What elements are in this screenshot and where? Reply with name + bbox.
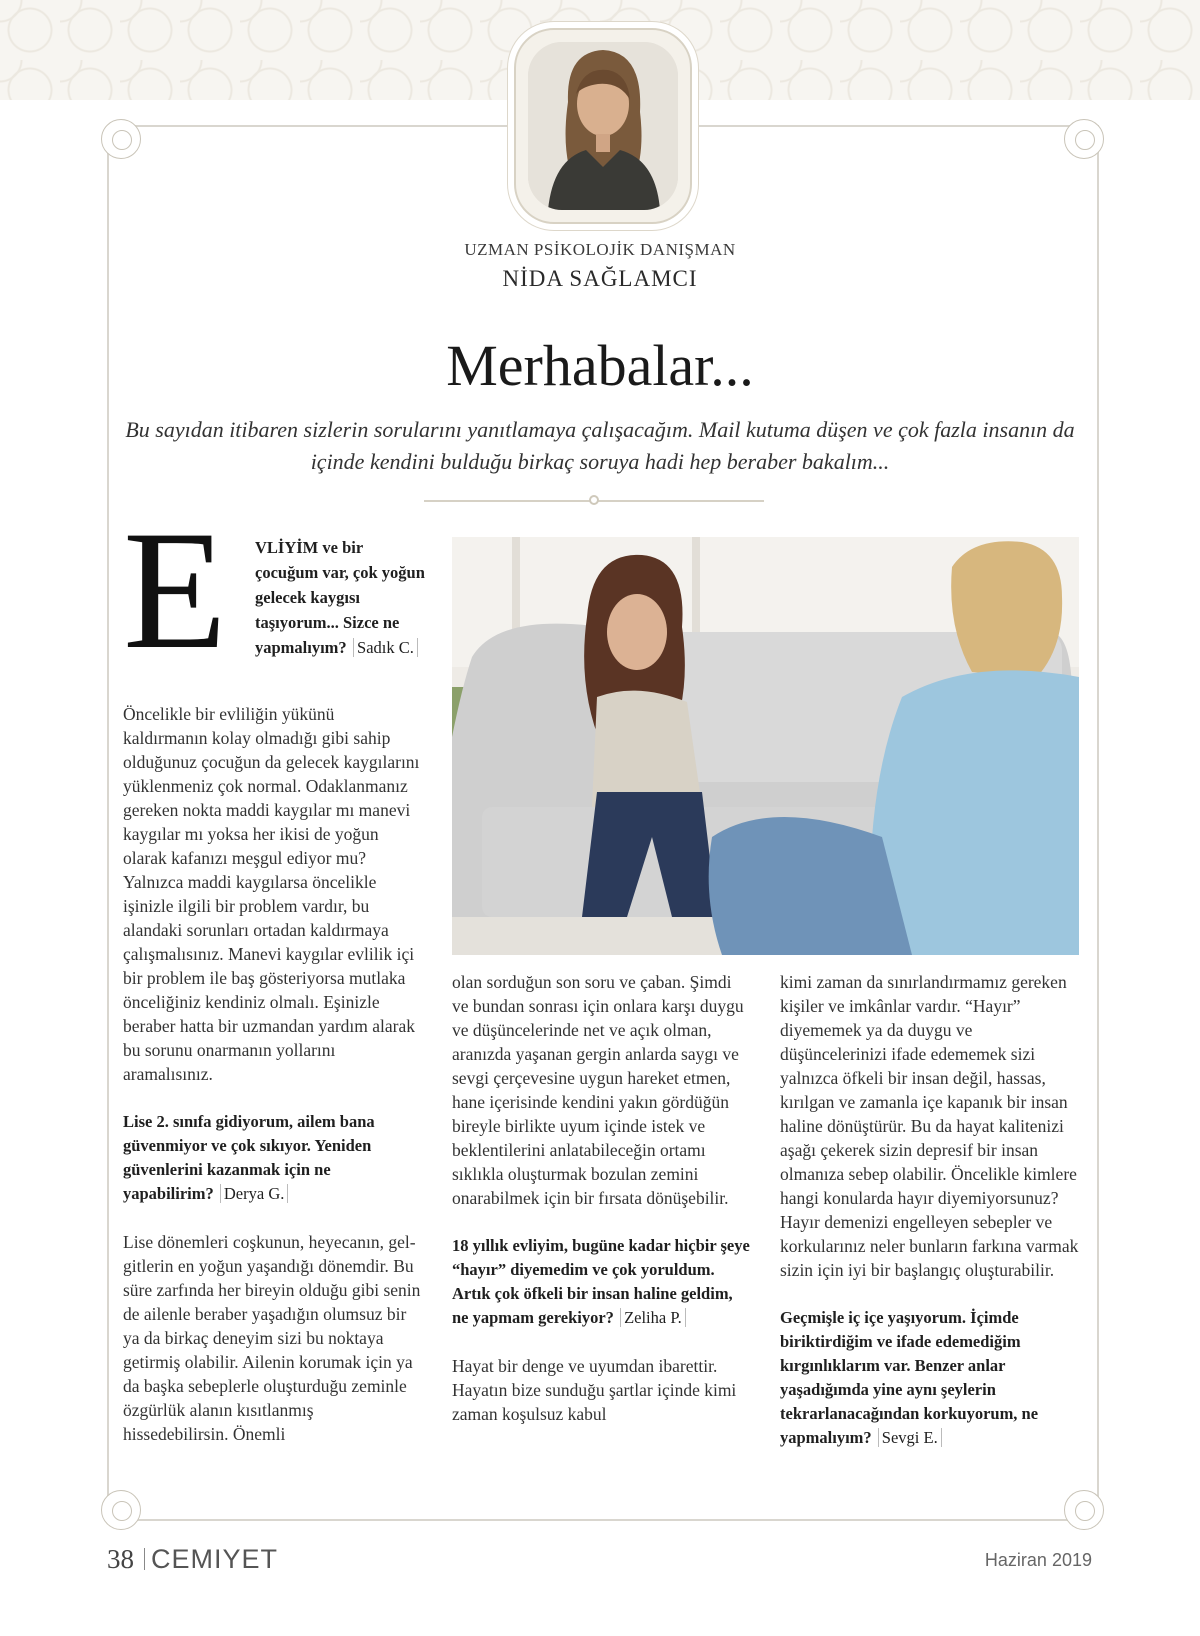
question-4 [780, 1306, 1080, 1450]
question-1-text: VLİYİM ve bir çocuğum var, çok yoğun gelecek kaygısı taşıyorum... Sizce ne yapmalıyım? [255, 538, 425, 657]
answer-2-part-1: Lise dönemleri coşkunun, heyecanın, gel-gitlerin en yoğun yaşandığı dönemdir. Bu süre zarfında her bireyin olduğu gibi senin de ailenle beraber yaşadığın olumsuz bir ya da birkaç deneyim sizi bu noktaya getirmiş olabilir. Ailenin korumak için ya da başka sebeplerle oluşturduğu zeminle özgürlük alanın kısıtlanmış hissedebilirsin. Önemli [123, 1232, 421, 1444]
question-2-author: Derya G. [220, 1184, 288, 1203]
magazine-name: CEMIYET [151, 1544, 279, 1574]
page-number: 38 [107, 1544, 134, 1574]
question-4-author: Sevgi E. [878, 1428, 942, 1447]
corner-ornament-bottom-left [101, 1490, 141, 1530]
answer-2-part-2: olan sorduğun son soru ve çaban. Şimdi ve bundan sonrası için onlara karşı duygu ve düşüncelerinde net ve açık olman, aranızda yaşanan gergin anlarda saygı ve sevgi çerçevesine uygun hareket etmen, hane içerisinde kendini yakın gördüğün bireyle birlikte uyum içinde istek ve beklentilerini anlatabileceğin ortamı sıklıkla oluşturmak bozulan zemini onarabilmek için bir fırsata dönüşebilir. [452, 972, 744, 1208]
answer-3-part-1: Hayat bir denge ve uyumdan ibarettir. Hayatın bize sunduğu şartlar içinde kimi zaman koşulsuz kabul [452, 1356, 737, 1424]
question-1 [255, 535, 425, 660]
column-3 [780, 970, 1080, 1474]
author-name: NİDA SAĞLAMCI [502, 266, 698, 291]
footer-page-info [107, 1544, 278, 1575]
counseling-photo-illustration [452, 537, 1079, 955]
corner-ornament-top-left [101, 119, 141, 159]
column-1 [123, 702, 423, 1470]
answer-1: Öncelikle bir evliliğin yükünü kaldırmanın kolay olmadığı gibi sahip olduğunuz çocuğun da gelecek kaygılarını yüklenmeniz çok normal. Odaklanmanız gereken nokta maddi kaygılar mı manevi kaygılar mı yoksa her ikisi de yoğun olarak kafanızı meşgul ediyor mu? Yalnızca maddi kaygılarsa öncelikle işinizle ilgili bir problem vardır, bu alandaki sorunları ortadan kaldırmaya çalışmalısınız. Manevi kaygılar evlilik içi bir problem ile baş gösteriyorsa mutlaka önceliğiniz kendiniz olmalı. Eşinizle beraber hatta bir uzmandan yardım alarak bu sorunu onarmanın yollarını aramalısınız. [123, 704, 420, 1084]
question-4-text: Geçmişle iç içe yaşıyorum. İçimde biriktirdiğim ve ifade edemediğim kırgınlıklarım var. Benzer anlar yaşadığımda yine aynı şeylerin tekrarlanacağından korkuyorum, ne yapmalıyım? [780, 1308, 1039, 1447]
author-portrait-illustration [528, 42, 678, 210]
counseling-session-photo [452, 537, 1079, 955]
column-2 [452, 970, 752, 1450]
author-portrait [528, 42, 678, 210]
question-2 [123, 1110, 423, 1206]
article-intro: Bu sayıdan itibaren sizlerin sorularını yanıtlamaya çalışacağım. Mail kutuma düşen ve çok fazla insanın da içinde kendini bulduğu birkaç soruya hadi hep beraber bakalım... [125, 417, 1075, 474]
corner-ornament-top-right [1064, 119, 1104, 159]
question-3-text: 18 yıllık evliyim, bugüne kadar hiçbir şeye “hayır” diyemedim ve çok yoruldum. Artık çok öfkeli bir insan haline geldim, ne yapmam gerekiyor? [452, 1236, 750, 1327]
drop-cap: E [123, 496, 227, 684]
article-title: Merhabalar... [446, 333, 754, 398]
question-3-author: Zeliha P. [620, 1308, 686, 1327]
author-portrait-frame [514, 28, 692, 224]
question-1-author: Sadık C. [353, 638, 418, 657]
footer-separator [144, 1548, 145, 1570]
question-3 [452, 1234, 752, 1330]
author-role: UZMAN PSİKOLOJİK DANIŞMAN [464, 240, 736, 259]
issue-date: Haziran 2019 [984, 1550, 1092, 1570]
divider-ornament [589, 495, 599, 505]
question-2-text: Lise 2. sınıfa gidiyorum, ailem bana güvenmiyor ve çok sıkıyor. Yeniden güvenlerini kazanmak için ne yapabilirim? [123, 1112, 375, 1203]
corner-ornament-bottom-right [1064, 1490, 1104, 1530]
answer-3-part-2: kimi zaman da sınırlandırmamız gereken kişiler ve imkânlar vardır. “Hayır” diyememek ya da duygu ve düşüncelerinizi ifade edememek sizi yalnızca öfkeli bir insan değil, hassas, kırılgan ve zamanla içe kapanık bir insan haline dönüştürür. Bu da hayat kalitenizi aşağı çekerek sizin depresif bir insan olmanıza sebep olabilir. Öncelikle kimlere hangi konularda hayır diyemiyorsunuz? Hayır demenizi engelleyen sebepler ve korkularınız neler bunların farkına varmak sizin için iyi bir başlangıç oluşturabilir. [780, 972, 1079, 1280]
